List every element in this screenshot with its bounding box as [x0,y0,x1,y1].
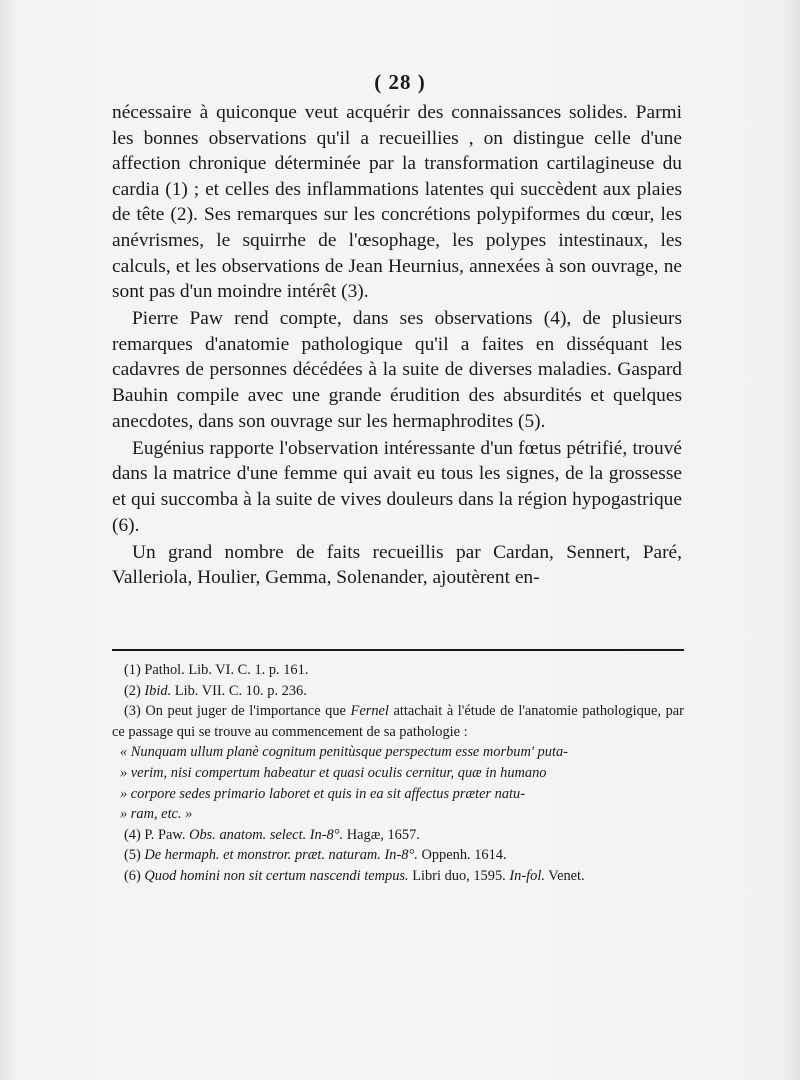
footnote-number: (3) [124,703,141,720]
footnote-title: Obs. anatom. select. In-8°. [189,826,344,843]
footnote-quote-line: » corpore sedes primario laboret et quis in ea sit affectus præter natu- [120,785,526,802]
body-text [112,100,682,592]
footnote-quote-line: » ram, etc. » [120,806,193,823]
page-number: ( 28 ) [374,70,426,94]
paragraph: Pierre Paw rend compte, dans ses observations (4), de plusieurs remarques d'anatomie pathologique qu'il a faites en disséquant les cadavres de personnes décédées à la suite de diverses maladies. Gaspard Bauhin compile avec une grande érudition des absurdités et quelques anecdotes, dans son ouvrage sur les hermaphrodites (5). [112,308,682,432]
footnote-author: P. Paw. [144,826,186,843]
footnote-number: (5) [124,847,141,864]
footnote-number: (2) [124,682,141,699]
footnote-title: Quod homini non sit certum nascendi tempus. [144,867,409,884]
footnote-text: Hagæ, 1657. [346,826,420,843]
footnote-text: Oppenh. 1614. [421,847,507,864]
footnote-place: Venet. [548,867,585,884]
footnote-2 [112,681,684,702]
footnote-6 [112,866,684,887]
paragraph: nécessaire à quiconque veut acquérir des connaissances solides. Parmi les bonnes observations qu'il a recueillies , on distingue celle d'une affection chronique déterminée par la transformation cartilagineuse du cardia (1) ; et celles des inflammations latentes qui succèdent aux plaies de tête (2). Ses remarques sur les concrétions polypiformes du cœur, les anévrismes, le squirrhe de l'œsophage, les polypes intestinaux, les calculs, et les observations de Jean Heurnius, annexées à son ouvrage, ne sont pas d'un moindre intérêt (3). [112,102,682,303]
footnote-text: Lib. VII. C. 10. p. 236. [174,682,307,699]
footnote-ibid: Ibid. [144,682,172,699]
paragraph: Un grand nombre de faits recueillis par Cardan, Sennert, Paré, Valleriola, Houlier, Gemma, Solenander, ajoutèrent en- [112,541,682,589]
footnote-number: (4) [124,826,141,843]
footnotes [112,660,684,887]
footnote-text: On peut juger de l'importance que [145,703,346,720]
footnote-quote-line: « Nunquam ullum planè cognitum penitùsque perspectum esse morbum' puta- [120,744,568,761]
footnote-author: Fernel [350,703,389,720]
footnote-title: De hermaph. et monstror. præt. naturam. In-8°. [144,847,418,864]
footnote-quote-line: » verim, nisi compertum habeatur et quasi oculis cernitur, quæ in humano [120,764,547,781]
footnote-text: Pathol. Lib. VI. C. 1. p. 161. [144,662,309,678]
footnote-format: In-fol. [509,867,545,884]
footnote-number: (6) [124,867,141,884]
paragraph: Eugénius rapporte l'observation intéressante d'un fœtus pétrifié, trouvé dans la matrice d'une femme qui avait eu tous les signes, de la grossesse et qui succomba à la suite de vives douleurs dans la région hypogastrique (6). [112,437,682,536]
footnote-divider [112,649,684,651]
footnote-4 [112,825,684,846]
footnote-number: (1) [124,662,141,678]
footnote-5 [112,845,684,866]
footnote-text: attachait à l'étude de l'anatomie pathologique, par ce passage qui se trouve au commencement de sa pathologie : [112,703,684,740]
footnote-3 [112,701,684,742]
footnote-1 [112,660,684,681]
footnote-text: Libri duo, 1595. [412,867,506,884]
